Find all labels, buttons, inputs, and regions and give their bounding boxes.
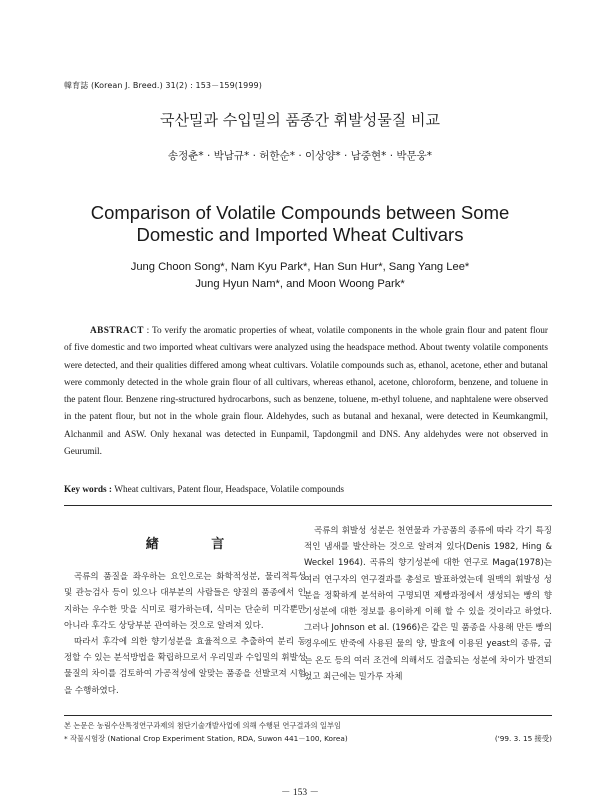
keywords-label: Key words : xyxy=(64,485,113,495)
body-paragraph: 곡류의 휘발성 성분은 천연물과 가공품의 종류에 따라 각기 특징적인 냄새를 발산하는 것으로 알려져 있다(Denis 1982, Hing & Weckel 1964). 곡류의 향기성분에 대한 연구로 Maga(1978)는 여러 연구자의 연구결과를 총설로 발표하였는데 원맥의 휘발성 성분을 정확하게 분석하여 구명되면 제빵과정에서 생성되는 빵의 향기성분에 대한 정보를 용이하게 이해 할 수 있을 것이라고 하였다. 그러나 Johnson et al. (1966)은 같은 밀 품종을 사용해 만든 빵의 경우에도 반죽에 사용된 물의 양, 발효에 이용된 yeast의 종류, 굽는 온도 등의 여러 조건에 의해서도 검출되는 성분에 차이가 발견되었고 최근에는 밀가루 자체 xyxy=(304,526,552,682)
authors-english-line-1: Jung Choon Song*, Nam Kyu Park*, Han Sun Hur*, Sang Yang Lee* xyxy=(130,261,470,273)
abstract-label: ABSTRACT xyxy=(90,326,144,336)
footnote-affiliation: * 작물시험장 (National Crop Experiment Station, RDA, Suwon 441－100, Korea) xyxy=(64,734,348,743)
authors-english xyxy=(0,259,600,293)
body-paragraph: 따라서 후각에 의한 향기성분을 효율적으로 추출하여 분리 동정할 수 있는 분석방법을 확립하므로서 우리밀과 수입밀의 휘발성 물질의 차이를 검토하여 가공적성에 알맞는 품종을 선발코져 시험을 수행하였다. xyxy=(64,637,306,696)
title-english-line-1: Comparison of Volatile Compounds between Some xyxy=(90,202,510,223)
keywords-divider xyxy=(64,505,552,506)
body-column-left xyxy=(64,523,306,699)
abstract-separator: : xyxy=(143,326,152,336)
journal-reference: 韓育誌 (Korean J. Breed.) 31(2) : 153－159(1999) xyxy=(64,81,262,90)
title-korean: 국산밀과 수입밀의 품종간 휘발성물질 비교 xyxy=(160,111,440,129)
title-english-line-2: Domestic and Imported Wheat Cultivars xyxy=(136,224,464,245)
footnotes xyxy=(64,719,552,745)
abstract xyxy=(64,323,548,461)
abstract-text: To verify the aromatic properties of wheat, volatile components in the whole grain flour and patent flour of five domestic and two imported wheat cultivars were analyzed using the headspace method. About twenty volatile components were detected, and their qualities differed among wheat cultivars. Volatile compounds such as, ethanol, acetone, ether and butanal were commonly detected in the whole grain flour of all cultivars, whereas ethanol, acetone, chloroform, benzene, and toluene in the patent flour. Benzene ring-structured hydrocarbons, such as benzene, toluene, m-ethyl toluene, and naphtalene were observed in the patent flour, but not in the whole grain flour. Aldehydes, such as butanal and hexanal, were detected in Keumkangmil, Alchanmil and ASW. Only hexanal was detected in Eunpamil, Tapdongmil and DNS. Any aldehydes were not observed in Geurumil. xyxy=(64,326,548,458)
title-english xyxy=(0,202,600,246)
page-number: － 153 － xyxy=(280,788,319,798)
keywords-text: Wheat cultivars, Patent flour, Headspace, Volatile compounds xyxy=(114,485,345,495)
authors-english-line-2: Jung Hyun Nam*, and Moon Woong Park* xyxy=(195,278,405,290)
footnote-funding: 본 논문은 농림수산특정연구과제의 첨단기술개발사업에 의해 수행된 연구결과의 일부임 xyxy=(64,721,342,730)
authors-korean: 송정춘* · 박남규* · 허한순* · 이상양* · 남중현* · 박문웅* xyxy=(167,150,433,162)
section-heading-introduction: 緖 言 xyxy=(145,537,249,552)
received-date: ('99. 3. 15 接受) xyxy=(494,734,552,743)
footnote-divider xyxy=(64,715,552,716)
keywords xyxy=(64,485,554,495)
body-column-right xyxy=(304,523,552,685)
body-paragraph: 곡류의 품질을 좌우하는 요인으로는 화학적성분, 물리적특성 및 관능검사 등이 있으나 대부분의 사람들은 양질의 품종에서 인지하는 우수한 맛을 식미로 평가하는데, 식미는 단순히 미각뿐만 아니라 후각도 상당부분 관여하는 것으로 알려져 있다. xyxy=(64,572,306,631)
